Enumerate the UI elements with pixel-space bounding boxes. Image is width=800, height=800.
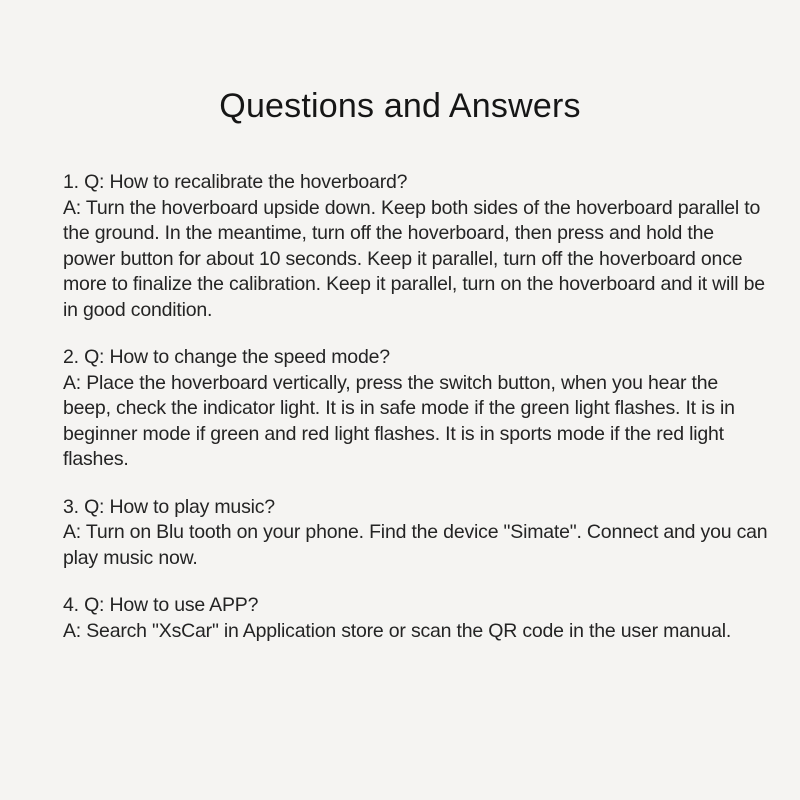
qa-item-4: [63, 593, 769, 644]
qa-item-1: [63, 170, 769, 323]
qa-item-2: [63, 345, 769, 473]
page-title: Questions and Answers: [219, 86, 581, 125]
qa-answer: A: Search "XsCar" in Application store or scan the QR code in the user manual.: [63, 619, 732, 642]
qa-question: 4. Q: How to use APP?: [63, 594, 259, 616]
qa-answer: A: Place the hoverboard vertically, press the switch button, when you hear the beep, check the indicator light. It is in safe mode if the green light flashes. It is in beginner mode if green and red light flashes. It is in sports mode if the red light flashes.: [63, 371, 735, 470]
qa-answer: A: Turn on Blu tooth on your phone. Find the device "Simate". Connect and you can play music now.: [63, 521, 768, 569]
qa-content: [63, 170, 769, 666]
qa-answer: A: Turn the hoverboard upside down. Keep both sides of the hoverboard parallel to the ground. In the meantime, turn off the hoverboard, then press and hold the power button for about 10 seconds. Keep it parallel, turn off the hoverboard once more to finalize the calibration. Keep it parallel, turn on the hoverboard and it will be in good condition.: [63, 196, 765, 321]
qa-question: 3. Q: How to play music?: [63, 495, 275, 518]
qa-question: 2. Q: How to change the speed mode?: [63, 346, 390, 368]
qa-item-3: [63, 495, 769, 572]
qa-question: 1. Q: How to recalibrate the hoverboard?: [63, 171, 408, 193]
